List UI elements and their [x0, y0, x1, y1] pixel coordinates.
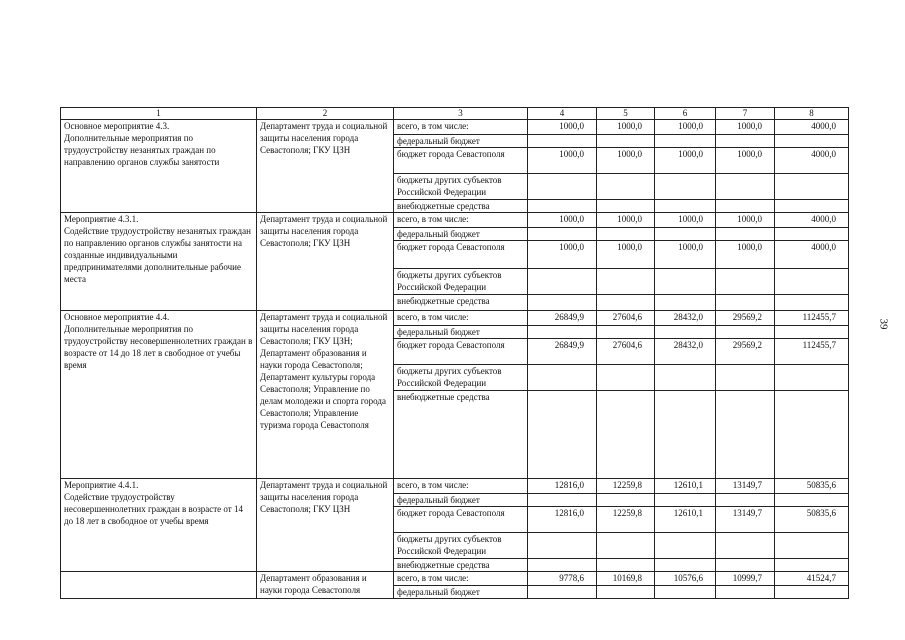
- amount-cell: [716, 135, 775, 148]
- amount-cell: 1000,0: [528, 213, 597, 228]
- amount-cell: 1000,0: [716, 213, 775, 228]
- measure-name: Основное мероприятие 4.3. Дополнительные мероприятия по трудоустройству незанятых граждан по направлению органов службы занятости: [61, 120, 257, 213]
- amount-cell: [775, 228, 849, 241]
- amount-cell: [528, 365, 597, 391]
- amount-cell: [716, 391, 775, 479]
- amount-cell: 12610,1: [655, 507, 716, 533]
- amount-cell: [597, 200, 655, 213]
- amount-cell: 9778,6: [528, 572, 597, 586]
- column-header: 8: [775, 108, 849, 120]
- table-row: [61, 311, 849, 326]
- amount-cell: [775, 326, 849, 339]
- amount-cell: 12259,8: [597, 507, 655, 533]
- funding-source: внебюджетные средства: [394, 559, 528, 572]
- amount-cell: [716, 269, 775, 295]
- amount-cell: [655, 494, 716, 507]
- amount-cell: [655, 326, 716, 339]
- executor: Департамент труда и социальной защиты населения города Севастополя; ГКУ ЦЗН: [257, 120, 394, 213]
- amount-cell: [716, 326, 775, 339]
- amount-cell: [597, 295, 655, 311]
- amount-cell: 12259,8: [597, 479, 655, 494]
- measure-name: Основное мероприятие 4.4. Дополнительные мероприятия по трудоустройству несовершеннолетних граждан в возрасте от 14 до 18 лет в свободное от учебы время: [61, 311, 257, 479]
- funding-source: всего, в том числе:: [394, 479, 528, 494]
- amount-cell: [716, 295, 775, 311]
- funding-source: бюджет города Севастополя: [394, 148, 528, 174]
- measure-name: Мероприятие 4.4.1. Содействие трудоустройству несовершеннолетних граждан в возрасте от 14 до 18 лет в свободное от учебы время: [61, 479, 257, 572]
- amount-cell: [655, 365, 716, 391]
- column-header: 3: [394, 108, 528, 120]
- amount-cell: [528, 391, 597, 479]
- amount-cell: [597, 494, 655, 507]
- amount-cell: [597, 269, 655, 295]
- amount-cell: [716, 533, 775, 559]
- amount-cell: 1000,0: [528, 241, 597, 269]
- amount-cell: 4000,0: [775, 213, 849, 228]
- amount-cell: 29569,2: [716, 311, 775, 326]
- amount-cell: [528, 135, 597, 148]
- amount-cell: [597, 559, 655, 572]
- table-row: [61, 479, 849, 494]
- amount-cell: [775, 494, 849, 507]
- amount-cell: 12610,1: [655, 479, 716, 494]
- amount-cell: [597, 365, 655, 391]
- amount-cell: 50835,6: [775, 507, 849, 533]
- amount-cell: 1000,0: [528, 120, 597, 135]
- amount-cell: [716, 174, 775, 200]
- amount-cell: [775, 365, 849, 391]
- amount-cell: [655, 174, 716, 200]
- column-header: 1: [61, 108, 257, 120]
- executor: Департамент образования и науки города Севастополя: [257, 572, 394, 599]
- funding-source: бюджеты других субъектов Российской Федерации: [394, 269, 528, 295]
- amount-cell: [775, 391, 849, 479]
- amount-cell: [597, 533, 655, 559]
- amount-cell: 112455,7: [775, 311, 849, 326]
- executor: Департамент труда и социальной защиты населения города Севастополя; ГКУ ЦЗН; Департамент образования и науки города Севастополя; Департамент культуры города Севастополя; Управление по делам молодежи и спорта города Севастополя; Управление туризма города Севастополя: [257, 311, 394, 479]
- amount-cell: 29569,2: [716, 339, 775, 365]
- amount-cell: [597, 391, 655, 479]
- amount-cell: [716, 228, 775, 241]
- amount-cell: 1000,0: [716, 241, 775, 269]
- amount-cell: [597, 174, 655, 200]
- amount-cell: [775, 586, 849, 599]
- measure-name: Мероприятие 4.3.1. Содействие трудоустройству незанятых граждан по направлению органов службы занятости на созданные индивидуальными предпринимателями дополнительные рабочие места: [61, 213, 257, 311]
- amount-cell: [716, 559, 775, 572]
- amount-cell: 4000,0: [775, 241, 849, 269]
- funding-source: внебюджетные средства: [394, 200, 528, 213]
- amount-cell: [775, 269, 849, 295]
- amount-cell: 4000,0: [775, 148, 849, 174]
- column-header: 7: [716, 108, 775, 120]
- amount-cell: [775, 174, 849, 200]
- amount-cell: [528, 228, 597, 241]
- executor: Департамент труда и социальной защиты населения города Севастополя; ГКУ ЦЗН: [257, 479, 394, 572]
- amount-cell: 26849,9: [528, 311, 597, 326]
- amount-cell: [716, 586, 775, 599]
- column-header: 6: [655, 108, 716, 120]
- amount-cell: 12816,0: [528, 507, 597, 533]
- amount-cell: [655, 228, 716, 241]
- amount-cell: 27604,6: [597, 339, 655, 365]
- amount-cell: 1000,0: [716, 148, 775, 174]
- funding-source: всего, в том числе:: [394, 213, 528, 228]
- amount-cell: [528, 586, 597, 599]
- amount-cell: 1000,0: [655, 213, 716, 228]
- amount-cell: 1000,0: [597, 241, 655, 269]
- funding-source: бюджет города Севастополя: [394, 507, 528, 533]
- amount-cell: [528, 200, 597, 213]
- amount-cell: [655, 391, 716, 479]
- column-header: 2: [257, 108, 394, 120]
- amount-cell: [716, 365, 775, 391]
- amount-cell: [655, 586, 716, 599]
- amount-cell: 4000,0: [775, 120, 849, 135]
- amount-cell: [597, 326, 655, 339]
- amount-cell: 1000,0: [528, 148, 597, 174]
- amount-cell: [775, 559, 849, 572]
- amount-cell: 50835,6: [775, 479, 849, 494]
- page-number: 39: [877, 318, 890, 330]
- column-header: 5: [597, 108, 655, 120]
- funding-source: бюджет города Севастополя: [394, 241, 528, 269]
- column-header: 4: [528, 108, 597, 120]
- amount-cell: 10169,8: [597, 572, 655, 586]
- funding-source: федеральный бюджет: [394, 326, 528, 339]
- amount-cell: [528, 269, 597, 295]
- funding-source: бюджеты других субъектов Российской Федерации: [394, 533, 528, 559]
- amount-cell: [655, 559, 716, 572]
- amount-cell: 28432,0: [655, 339, 716, 365]
- amount-cell: [655, 533, 716, 559]
- table-row: [61, 572, 849, 586]
- amount-cell: [597, 228, 655, 241]
- amount-cell: [655, 200, 716, 213]
- amount-cell: [716, 200, 775, 213]
- table-row: [61, 120, 849, 135]
- amount-cell: [528, 174, 597, 200]
- funding-source: федеральный бюджет: [394, 586, 528, 599]
- amount-cell: 26849,9: [528, 339, 597, 365]
- amount-cell: 1000,0: [597, 148, 655, 174]
- amount-cell: 1000,0: [655, 241, 716, 269]
- amount-cell: 1000,0: [655, 148, 716, 174]
- amount-cell: [528, 533, 597, 559]
- amount-cell: [775, 533, 849, 559]
- amount-cell: 13149,7: [716, 507, 775, 533]
- funding-source: всего, в том числе:: [394, 311, 528, 326]
- funding-source: бюджеты других субъектов Российской Федерации: [394, 174, 528, 200]
- funding-source: бюджет города Севастополя: [394, 339, 528, 365]
- amount-cell: 1000,0: [716, 120, 775, 135]
- measure-name: [61, 572, 257, 599]
- amount-cell: 10999,7: [716, 572, 775, 586]
- amount-cell: 1000,0: [597, 213, 655, 228]
- funding-source: всего, в том числе:: [394, 572, 528, 586]
- funding-source: федеральный бюджет: [394, 494, 528, 507]
- funding-source: федеральный бюджет: [394, 228, 528, 241]
- program-table: [60, 107, 849, 599]
- amount-cell: [528, 559, 597, 572]
- executor: Департамент труда и социальной защиты населения города Севастополя; ГКУ ЦЗН: [257, 213, 394, 311]
- table-body: [61, 120, 849, 599]
- table-header: [61, 108, 849, 120]
- amount-cell: [597, 135, 655, 148]
- funding-source: федеральный бюджет: [394, 135, 528, 148]
- amount-cell: 10576,6: [655, 572, 716, 586]
- amount-cell: [775, 200, 849, 213]
- amount-cell: [528, 494, 597, 507]
- amount-cell: 13149,7: [716, 479, 775, 494]
- amount-cell: 1000,0: [655, 120, 716, 135]
- amount-cell: [775, 135, 849, 148]
- amount-cell: [597, 586, 655, 599]
- funding-source: бюджеты других субъектов Российской Федерации: [394, 365, 528, 391]
- amount-cell: 27604,6: [597, 311, 655, 326]
- amount-cell: 28432,0: [655, 311, 716, 326]
- amount-cell: [655, 295, 716, 311]
- funding-source: внебюджетные средства: [394, 295, 528, 311]
- amount-cell: [528, 326, 597, 339]
- amount-cell: [655, 269, 716, 295]
- header-row: [61, 108, 849, 120]
- amount-cell: [716, 494, 775, 507]
- amount-cell: 12816,0: [528, 479, 597, 494]
- funding-source: всего, в том числе:: [394, 120, 528, 135]
- funding-source: внебюджетные средства: [394, 391, 528, 479]
- amount-cell: 1000,0: [597, 120, 655, 135]
- amount-cell: 41524,7: [775, 572, 849, 586]
- table-row: [61, 213, 849, 228]
- amount-cell: [775, 295, 849, 311]
- amount-cell: [528, 295, 597, 311]
- amount-cell: 112455,7: [775, 339, 849, 365]
- amount-cell: [655, 135, 716, 148]
